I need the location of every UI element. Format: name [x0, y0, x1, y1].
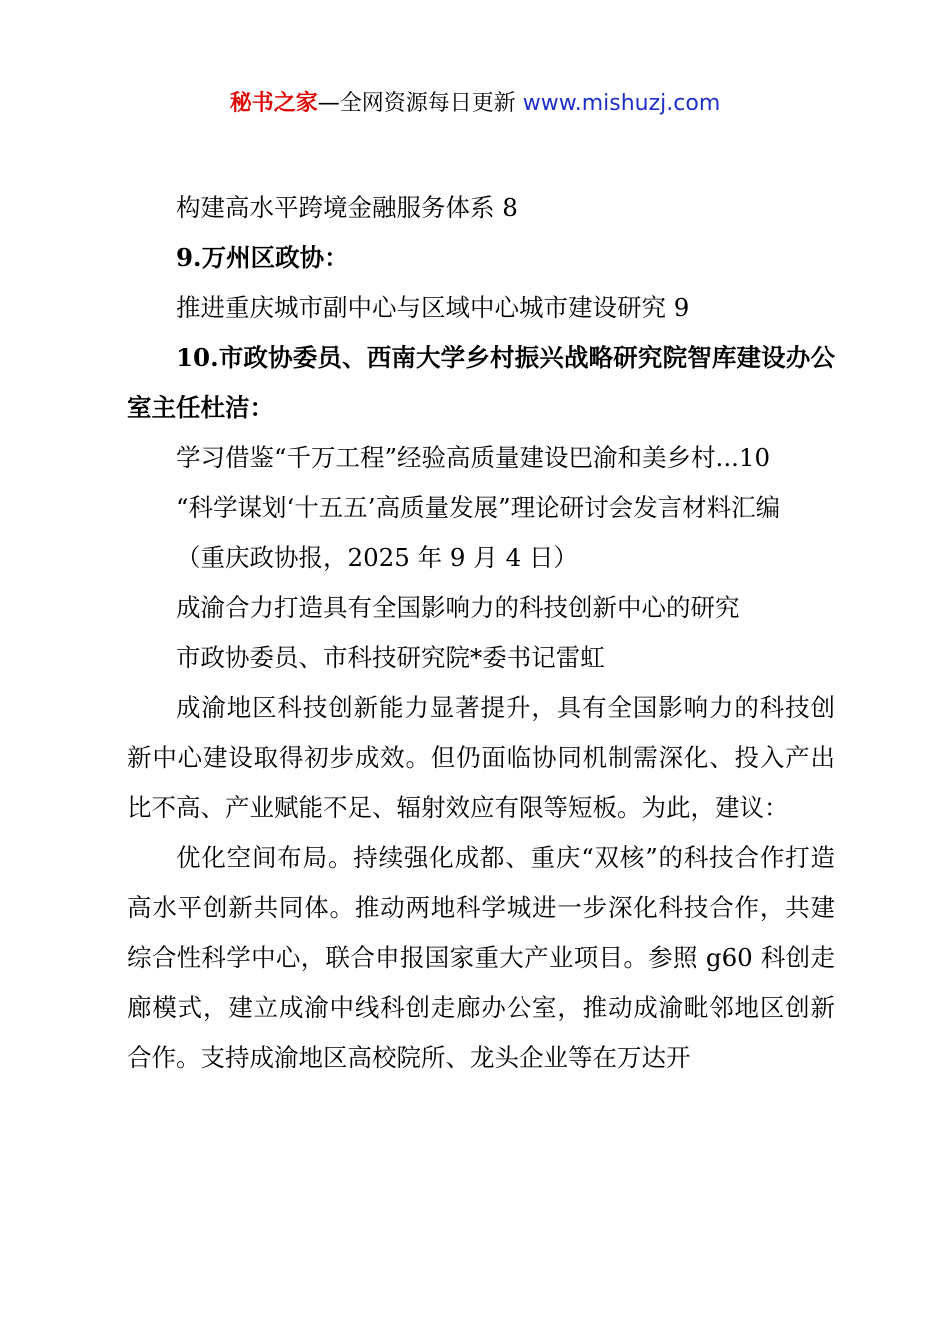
article-author: 市政协委员、市科技研究院*委书记雷虹 [176, 643, 605, 672]
toc-item-9-heading: 9.万州区政协： [176, 243, 349, 272]
document-body [127, 183, 835, 1083]
site-brand: 秘书之家 [229, 91, 318, 116]
article-title: 成渝合力打造具有全国影响力的科技创新中心的研究 [176, 593, 740, 622]
site-tagline: —全网资源每日更新 [317, 91, 516, 116]
body-paragraph: 优化空间布局。持续强化成都、重庆“双核”的科技合作打造高水平创新共同体。推动两地科学城进一步深化科技合作，共建综合性科学中心，联合申报国家重大产业项目。参照 g60 科创走廊模式，建立成渝中线科创走廊办公室，推动成渝毗邻地区创新合作。支持成渝地区高校院所、龙头企业等在万达开 [127, 843, 835, 1072]
toc-item-8-title: 构建高水平跨境金融服务体系 8 [176, 193, 518, 222]
site-header [0, 86, 950, 122]
body-paragraph: 成渝地区科技创新能力显著提升，具有全国影响力的科技创新中心建设取得初步成效。但仍面临协同机制需深化、投入产出比不高、产业赋能不足、辐射效应有限等短板。为此，建议： [127, 693, 835, 822]
source-line: （重庆政协报，2025 年 9 月 4 日） [176, 543, 578, 572]
toc-item-9-title: 推进重庆城市副中心与区域中心城市建设研究 9 [176, 293, 690, 322]
toc-item-10-title: 学习借鉴“千万工程”经验高质量建设巴渝和美乡村...10 [176, 443, 771, 472]
toc-item-10-heading: 10.市政协委员、西南大学乡村振兴战略研究院智库建设办公室主任杜洁： [127, 343, 835, 422]
site-url-link[interactable]: www.mishuzj.com [522, 91, 721, 116]
compilation-title: “科学谋划‘十五五’高质量发展”理论研讨会发言材料汇编 [176, 493, 781, 522]
